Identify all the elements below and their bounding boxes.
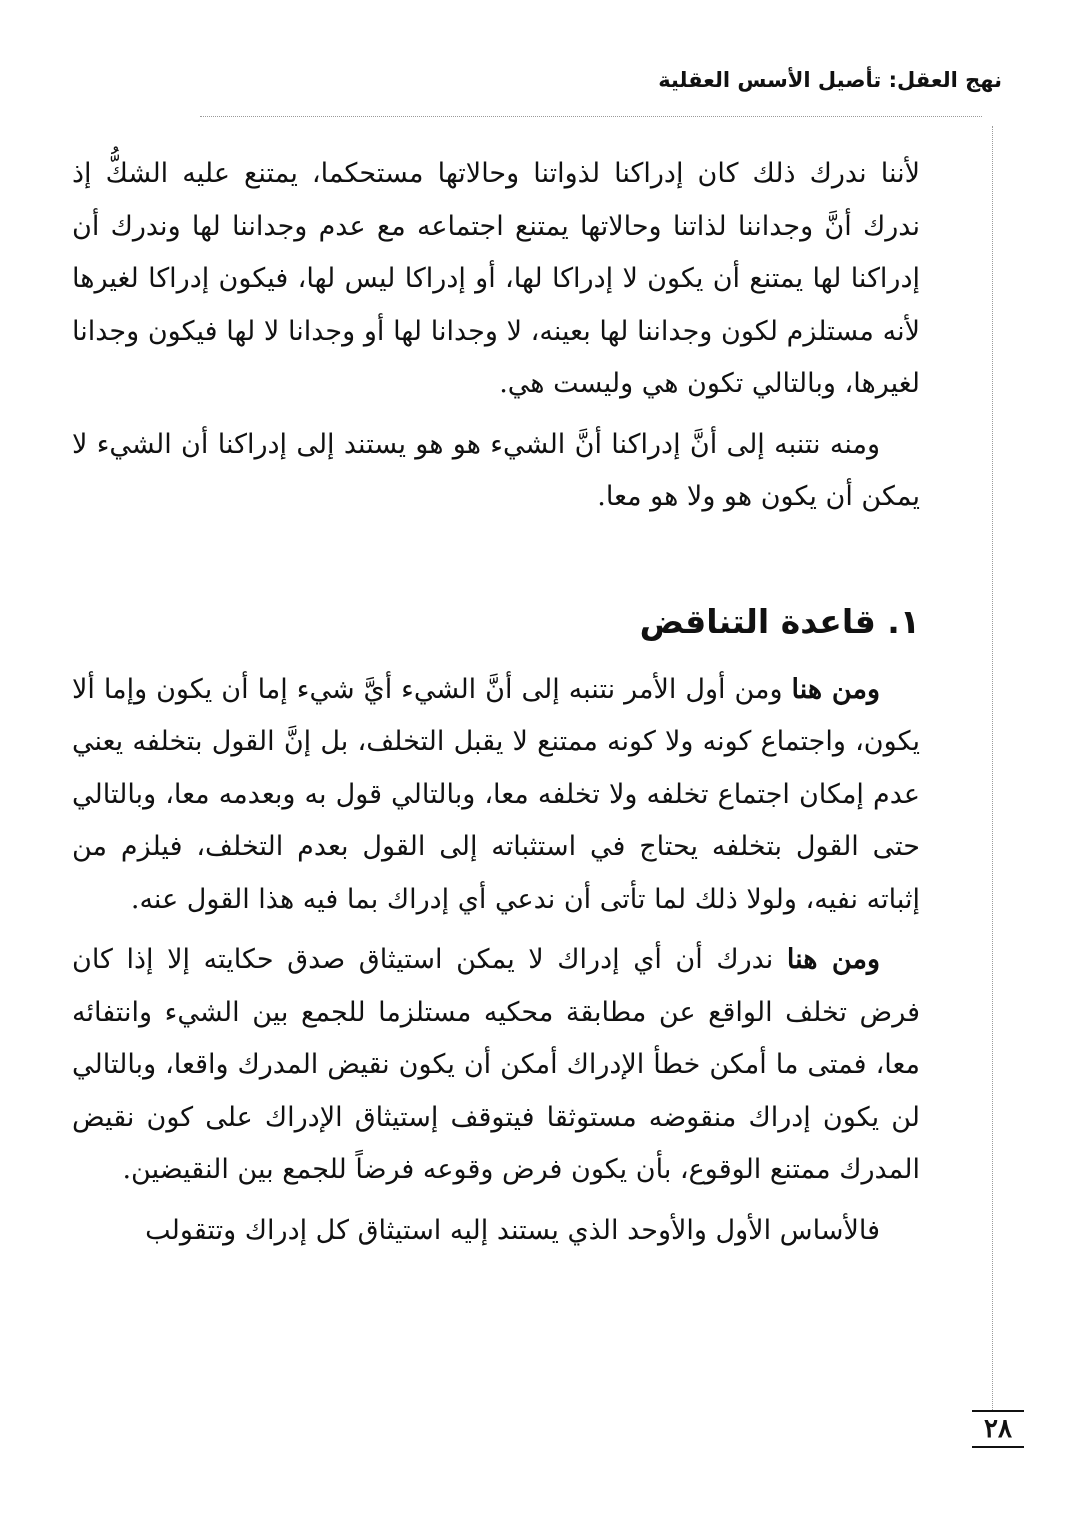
paragraph-3 [72,664,920,927]
paragraph-2: ومنه نتنبه إلى أنَّ إدراكنا أنَّ الشيء هو هو يستند إلى إدراكنا أن الشيء لا يمكن أن يكون هو ولا هو معا. [72,428,920,512]
paragraph-1: لأننا ندرك ذلك كان إدراكنا لذواتنا وحالاتها مستحكما، يمتنع عليه الشكُّ إذ ندرك أنَّ وجداننا لذاتنا وحالاتها يمتنع اجتماعه مع عدم وجداننا لها وندرك أن إدراكنا لها يمتنع أن يكون لا إدراكا لها، أو إدراكا ليس لها، فيكون إدراكا لغيرها لأنه مستلزم لكون وجداننا لها بعينه، لا وجدانا لها أو وجدانا لا لها فيكون وجدانا لغيرها، وبالتالي تكون هي وليست هي. [72,158,920,399]
margin-divider [992,126,993,1412]
paragraph-4-lead: ومن هنا [786,944,880,975]
header-divider [200,116,982,117]
running-header: نهج العقل: تأصيل الأسس العقلية [658,68,1002,92]
paragraph-3-text: ومن أول الأمر نتنبه إلى أنَّ الشيء أيَّ شيء إما أن يكون وإما ألا يكون، واجتماع كونه ولا كونه ممتنع لا يقبل التخلف، بل إنَّ القول بتخلفه يعني عدم إمكان اجتماع تخلفه ولا تخلفه معا، وبالتالي قول به وبعدمه معا، وبالتالي حتى القول بتخلفه يحتاج في استثباته إلى القول بعدم التخلف، فيلزم من إثباته نفيه، ولولا ذلك لما تأتى أن ندعي أي إدراك بما فيه هذا القول عنه. [72,673,920,915]
section-heading: ١. قاعدة التناقض [639,601,920,641]
paragraph-4 [72,934,920,1197]
page-body [72,148,920,1265]
paragraph-4-text: ندرك أن أي إدراك لا يمكن استيثاق صدق حكايته إلا إذا كان فرض تخلف الواقع عن مطابقة محكيه مستلزما للجمع بين الشيء وانتفائه معا، فمتى ما أمكن خطأ الإدراك أمكن أن يكون نقيض المدرك واقعا، وبالتالي لن يكون إدراك منقوضه مستوثقا فيتوقف إستيثاق الإدراك على كون نقيض المدرك ممتنع الوقوع، بأن يكون فرض وقوعه فرضاً للجمع بين النقيضين. [72,944,920,1185]
page-number: ٢٨ [972,1410,1024,1448]
paragraph-3-lead: ومن هنا [791,673,880,705]
paragraph-5: فالأساس الأول والأوحد الذي يستند إليه استيثاق كل إدراك وتتقولب [145,1214,880,1246]
